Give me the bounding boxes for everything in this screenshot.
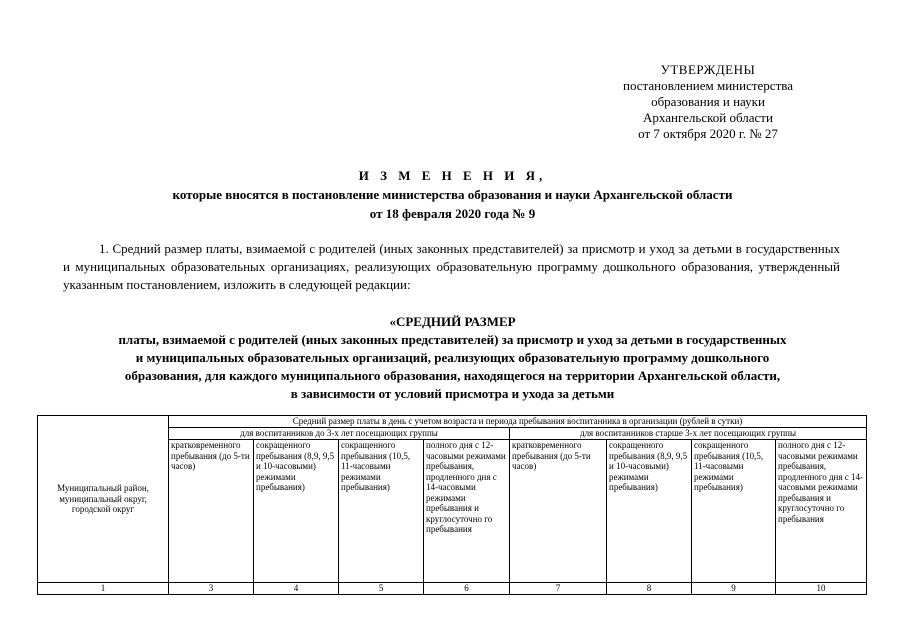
changes-subtitle: которые вносятся в постановление министерства образования и науки Архангельской области [172, 187, 733, 202]
changes-date: от 18 февраля 2020 года № 9 [369, 206, 536, 221]
section-title-line: платы, взимаемой с родителей (иных законных представителей) за присмотр и уход за детьми в государственных [118, 332, 787, 347]
column-number: 1 [38, 583, 169, 595]
column-number: 8 [607, 583, 692, 595]
section-title-line: и муниципальных образовательных организаций, реализующих образовательную программу дошкольного [135, 350, 770, 365]
fee-table [37, 415, 867, 595]
group-header-over3: для воспитанников старше 3-х лет посещающих группы [510, 428, 867, 440]
column-header: сокращенного пребывания (8,9, 9,5 и 10-часовыми) режимами пребывания) [254, 440, 339, 583]
column-header: полного дня с 12-часовыми режимами пребывания, продленного дня с 14-часовыми режимами пребывания и круглосуточно го пребывания [776, 440, 867, 583]
column-header: полного дня с 12-часовыми режимами пребывания, продленного дня с 14-часовыми режимами пребывания и круглосуточно го пребывания [424, 440, 510, 583]
section-title-block [0, 313, 905, 403]
changes-title: И З М Е Н Е Н И Я, [358, 168, 547, 183]
group-header-under3: для воспитанников до 3-х лет посещающих группы [169, 428, 510, 440]
column-number: 5 [339, 583, 424, 595]
column-header: сокращенного пребывания (10,5, 11-часовыми режимами пребывания) [339, 440, 424, 583]
approval-date: от 7 октября 2020 г. № 27 [638, 126, 778, 141]
column-number: 3 [169, 583, 254, 595]
column-number: 10 [776, 583, 867, 595]
column-number: 7 [510, 583, 607, 595]
section-title-line: в зависимости от условий присмотра и ухода за детьми [290, 386, 615, 401]
column-header: сокращенного пребывания (10,5, 11-часовыми режимами пребывания) [692, 440, 776, 583]
section-title-line: образования, для каждого муниципального образования, находящегося на территории Архангельской области, [124, 368, 781, 383]
column-header: кратковременного пребывания (до 5-ти часов) [510, 440, 607, 583]
approval-heading: УТВЕРЖДЕНЫ [660, 62, 756, 77]
changes-title-block [0, 166, 905, 223]
column-number: 9 [692, 583, 776, 595]
approval-block [590, 62, 826, 142]
column-number: 4 [254, 583, 339, 595]
column-header: кратковременного пребывания (до 5-ти часов) [169, 440, 254, 583]
main-header-cell: Средний размер платы в день с учетом возраста и периода пребывания воспитанника в организации (рублей в сутки) [169, 416, 867, 428]
column-number: 6 [424, 583, 510, 595]
approval-line: постановлением министерства [622, 78, 793, 93]
column-header: сокращенного пребывания (8,9, 9,5 и 10-часовыми) режимами пребывания) [607, 440, 692, 583]
approval-line: Архангельской области [643, 110, 773, 125]
row-header-cell: Муниципальный район, муниципальный округ, городской округ [38, 416, 169, 583]
body-paragraph: 1. Средний размер платы, взимаемой с родителей (иных законных представителей) за присмотр и уход за детьми в государственных и муниципальных образовательных организациях, реализующих образовательную программу дошкольного образования, утвержденный указанным постановлением, изложить в следующей редакции: [63, 241, 840, 292]
approval-line: образования и науки [651, 94, 765, 109]
section-title: «СРЕДНИЙ РАЗМЕР [389, 314, 516, 329]
